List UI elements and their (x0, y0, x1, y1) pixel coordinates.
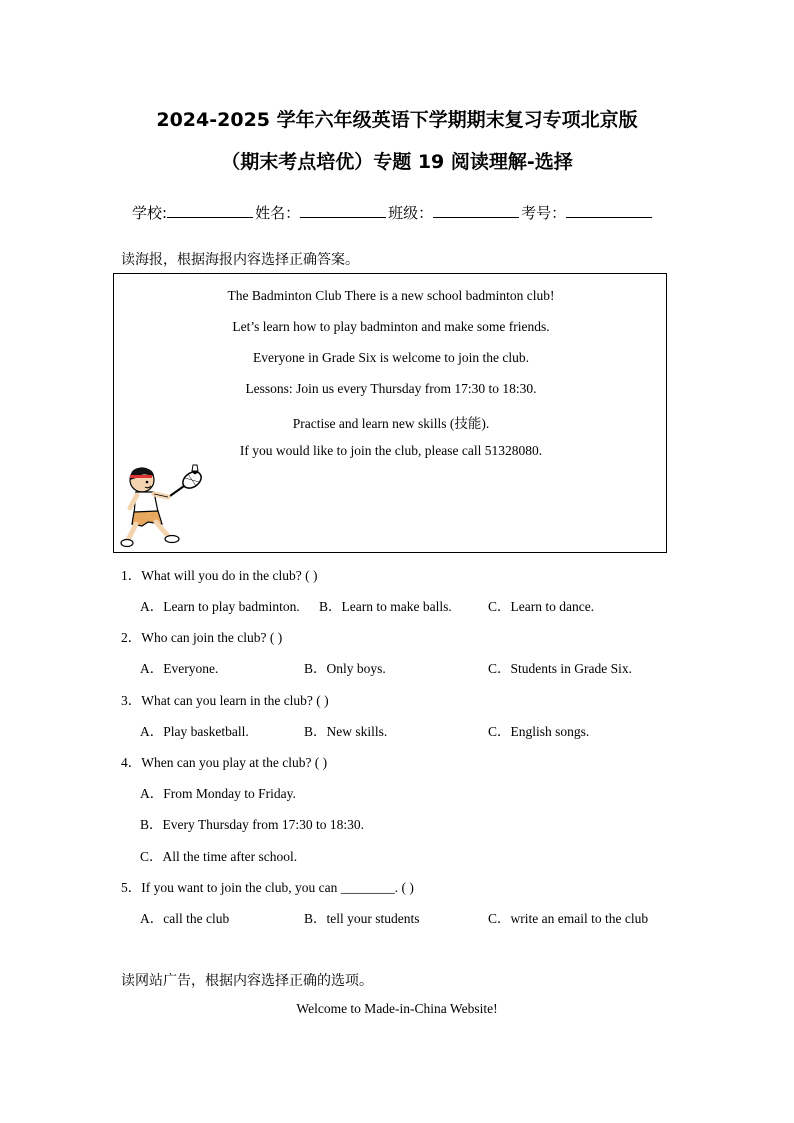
website-heading: Welcome to Made-in-China Website! (296, 1001, 498, 1016)
question-2-option-b[interactable]: B．Only boys. (304, 661, 386, 676)
question-2: 2．Who can join the club? ( ) (121, 630, 283, 645)
question-3: 3．What can you learn in the club? ( ) (121, 693, 329, 708)
poster-line: Practise and learn new skills (技能). (292, 416, 490, 431)
question-3-option-c[interactable]: C．English songs. (488, 724, 590, 739)
student-info-fields (132, 202, 654, 223)
name-blank[interactable] (300, 203, 386, 218)
name-label: 姓名： (255, 204, 301, 222)
page-subtitle: （期末考点培优）专题 19 阅读理解-选择 (221, 151, 573, 173)
class-blank[interactable] (433, 203, 519, 218)
question-5-option-b[interactable]: B．tell your students (304, 911, 420, 926)
question-3-option-b[interactable]: B．New skills. (304, 724, 388, 739)
school-blank[interactable] (167, 203, 253, 218)
number-blank[interactable] (566, 203, 652, 218)
class-label: 班级： (388, 204, 434, 222)
question-4-option-c[interactable]: C．All the time after school. (140, 849, 298, 864)
poster-line: If you would like to join the club, please call 51328080. (239, 443, 543, 458)
question-2-option-c[interactable]: C．Students in Grade Six. (488, 661, 632, 676)
question-5-option-a[interactable]: A．call the club (140, 911, 230, 926)
section1-instruction: 读海报，根据海报内容选择正确答案。 (121, 252, 359, 268)
question-4-option-a[interactable]: A．From Monday to Friday. (140, 786, 296, 801)
question-5: 5．If you want to join the club, you can ________. ( ) (121, 880, 414, 895)
question-1-option-b[interactable]: B．Learn to make balls. (319, 599, 452, 614)
question-1-option-a[interactable]: A．Learn to play badminton. (140, 599, 300, 614)
question-5-option-c[interactable]: C．write an email to the club (488, 911, 649, 926)
question-3-option-a[interactable]: A．Play basketball. (140, 724, 249, 739)
page-title: 2024-2025 学年六年级英语下学期期末复习专项北京版 (156, 109, 638, 131)
badminton-poster (113, 273, 667, 553)
poster-line: Lessons: Join us every Thursday from 17:30 to 18:30. (245, 381, 537, 396)
badminton-player-illustration (120, 464, 210, 550)
poster-line: The Badminton Club There is a new school badminton club! (227, 288, 555, 303)
question-1-option-c[interactable]: C．Learn to dance. (488, 599, 595, 614)
question-2-option-a[interactable]: A．Everyone. (140, 661, 219, 676)
poster-line: Everyone in Grade Six is welcome to join the club. (253, 350, 529, 365)
section2-instruction: 读网站广告，根据内容选择正确的选项。 (121, 973, 373, 989)
question-4: 4．When can you play at the club? ( ) (121, 755, 328, 770)
school-label: 学校: (132, 204, 168, 222)
poster-line: Let’s learn how to play badminton and make some friends. (232, 319, 550, 334)
question-1: 1．What will you do in the club? ( ) (121, 568, 318, 583)
number-label: 考号： (521, 204, 567, 222)
question-4-option-b[interactable]: B．Every Thursday from 17:30 to 18:30. (140, 817, 364, 832)
